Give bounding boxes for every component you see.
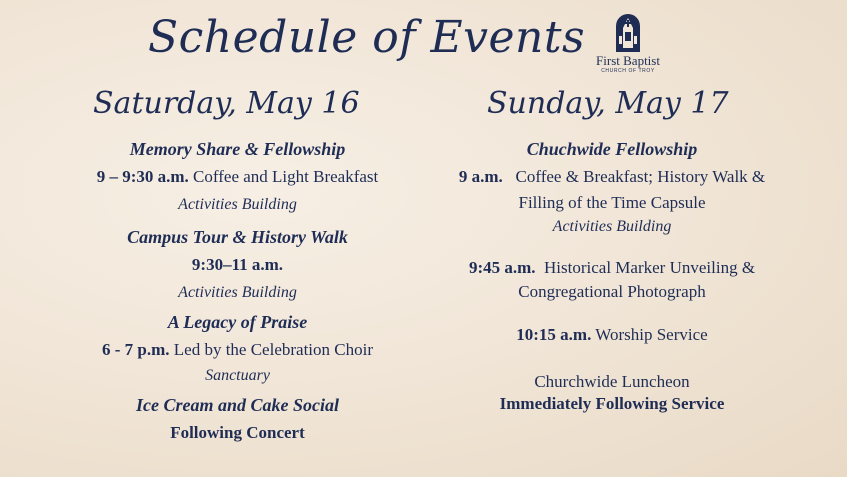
event-historical-marker (418, 256, 806, 304)
event-title: Churchwide Luncheon (534, 372, 690, 391)
event-ice-cream-social (40, 394, 435, 444)
event-time: 9 – 9:30 a.m. (96, 167, 189, 186)
logo-subtitle: CHURCH OF TROY (601, 68, 655, 74)
event-title: Ice Cream and Cake Social (136, 395, 339, 415)
saturday-heading: Saturday, May 16 (93, 86, 360, 121)
event-location: Activities Building (552, 218, 672, 235)
event-memory-share (40, 138, 435, 216)
event-legacy-of-praise (40, 311, 435, 387)
sunday-column (418, 138, 806, 415)
event-title: Campus Tour & History Walk (127, 227, 348, 247)
event-title: Memory Share & Fellowship (129, 139, 346, 159)
event-location: Activities Building (178, 284, 297, 301)
church-logo (589, 12, 667, 75)
saturday-column (40, 138, 435, 451)
event-time: 9:45 a.m. (468, 258, 536, 277)
event-location: Sanctuary (205, 367, 270, 384)
event-time: 9 a.m. (458, 167, 503, 186)
event-time: Following Concert (170, 423, 305, 442)
event-worship (418, 324, 806, 346)
event-location: Activities Building (178, 196, 297, 213)
event-fellowship (418, 138, 806, 238)
event-description: Coffee & Breakfast; History Walk & Filling of the Time Capsule (515, 167, 766, 212)
event-time: 9:30–11 a.m. (191, 255, 284, 274)
event-campus-tour (40, 226, 435, 304)
event-description: Led by the Celebration Choir (173, 340, 373, 359)
church-steeple-icon (613, 12, 643, 52)
event-description: Coffee and Light Breakfast (193, 167, 379, 186)
event-description: Worship Service (595, 325, 708, 344)
event-time: Immediately Following Service (499, 394, 725, 413)
event-time: 6 - 7 p.m. (101, 340, 170, 359)
sunday-heading: Sunday, May 17 (487, 86, 729, 121)
event-title: A Legacy of Praise (167, 312, 308, 332)
logo-name: First Baptist (596, 53, 660, 68)
page-title: Schedule of Events (148, 12, 586, 63)
event-title: Chuchwide Fellowship (526, 139, 698, 159)
event-luncheon (418, 371, 806, 415)
event-description: Historical Marker Unveiling & Congregational Photograph (518, 258, 756, 301)
event-time: 10:15 a.m. (516, 325, 592, 344)
